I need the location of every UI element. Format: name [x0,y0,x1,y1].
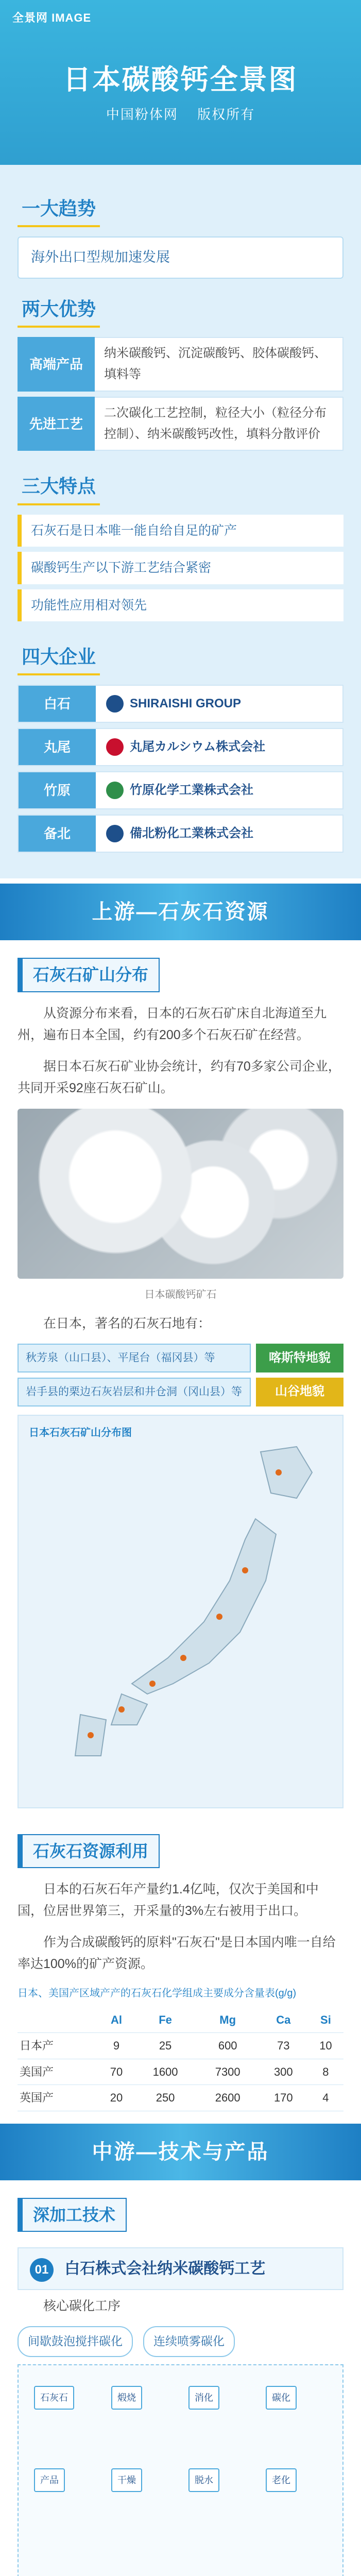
subtitle-item: 中国粉体网 [106,107,178,122]
company-logo [96,823,342,844]
takehara-logo-icon [106,782,124,799]
flow-node: 产品 [34,2468,65,2493]
flow-node: 煅烧 [111,2386,142,2410]
advantage-heading: 两大优势 [18,293,100,328]
bihoku-logo-icon [106,825,124,842]
company-logo-text: SHIRAISHI GROUP [130,696,242,710]
table-cell: 美国产 [18,2059,98,2084]
tech-number: 01 [30,2258,54,2282]
trend-heading: 一大趋势 [18,193,100,227]
table-row [18,2059,343,2084]
mine-place: 岩手县的栗边石灰岩层和井仓洞（冈山县）等 [18,1378,251,1406]
company-logo-text: 竹原化学工業株式会社 [130,783,253,797]
table-cell: 2600 [197,2085,259,2111]
flow-node: 干燥 [111,2468,142,2493]
process-pills [0,2326,361,2357]
page-subtitle [0,103,361,126]
feature-list [18,515,343,622]
process-pill: 连续喷雾碳化 [143,2326,235,2357]
table-cell: 10 [308,2033,343,2059]
utilization-heading: 石灰石资源利用 [18,1834,160,1868]
subtitle-item: 版权所有 [197,107,255,122]
table-cell: 600 [197,2033,259,2059]
table-caption: 日本、美国产区域产产的石灰石化学组成主要成分含量表(g/g) [18,1987,297,1999]
utilization-paragraph: 日本的石灰石年产量约1.4亿吨，仅次于美国和中国，位居世界第三，开采量的3%左右被用于出口。 [18,1882,319,1919]
map-title: 日本石灰石矿山分布图 [29,1427,132,1438]
limestone-photo [18,1109,343,1279]
japan-mine-map [18,1415,343,1808]
table-header: Si [308,2007,343,2033]
advantage-label: 高端产品 [18,337,95,392]
distribution-heading: 石灰石矿山分布 [18,958,160,992]
advantage-text: 纳米碳酸钙、沉淀碳酸钙、胶体碳酸钙、填料等 [95,337,343,392]
limestone-photo-caption: 日本碳酸钙矿石 [144,1289,217,1300]
mine-tag: 喀斯特地貌 [256,1344,343,1372]
table-row [18,2033,343,2059]
table-cell: 4 [308,2085,343,2111]
flow-node: 脱水 [188,2468,219,2493]
table-cell: 英国产 [18,2085,98,2111]
company-logo [96,737,342,758]
table-cell: 1600 [134,2059,197,2084]
advantage-row [18,337,343,392]
advantage-row [18,397,343,451]
process-flow-diagram [18,2364,343,2576]
shiraishi-logo-icon [106,695,124,713]
advantage-text: 二次碳化工艺控制，粒径大小（粒径分布控制）、纳米碳酸钙改性，填料分散评价 [95,397,343,451]
japan-map-icon [19,1416,342,1805]
table-cell: 25 [134,2033,197,2059]
mine-row [18,1378,343,1406]
company-row [18,685,343,723]
table-cell: 73 [259,2033,308,2059]
mine-place: 秋芳泉（山口县）、平尾台（福冈县）等 [18,1344,251,1372]
table-header-row [18,2007,343,2033]
company-row [18,771,343,809]
tech-name: 白石株式会社纳米碳酸钙工艺 [64,2260,266,2277]
table-row [18,2085,343,2111]
page-title: 日本碳酸钙全景图 [63,64,298,95]
composition-table [18,2007,343,2111]
table-cell: 9 [98,2033,134,2059]
table-cell: 日本产 [18,2033,98,2059]
overview-section [0,165,361,878]
tech-heading: 深加工技术 [18,2198,127,2232]
upstream-banner: 上游—石灰石资源 [0,884,361,940]
flow-node: 老化 [266,2468,297,2493]
company-name: 备北 [19,816,96,852]
advantage-label: 先进工艺 [18,397,95,451]
feature-heading: 三大特点 [18,470,100,505]
company-row [18,815,343,853]
table-header: Ca [259,2007,308,2033]
midstream-banner: 中游—技术与产品 [0,2124,361,2180]
feature-item: 功能性应用相对领先 [18,589,343,622]
table-header: Al [98,2007,134,2033]
core-process-heading: 核心碳化工序 [43,2298,121,2313]
mine-row [18,1344,343,1372]
table-cell: 300 [259,2059,308,2084]
maruo-logo-icon [106,738,124,756]
mine-tag: 山谷地貌 [256,1378,343,1406]
distribution-paragraph: 据日本石灰石矿业协会统计，约有70多家公司企业，共同开采92座石灰石矿山。 [18,1059,341,1096]
table-cell: 70 [98,2059,134,2084]
feature-item: 碳酸钙生产以下游工艺结合紧密 [18,552,343,584]
table-cell: 8 [308,2059,343,2084]
trend-text: 海外出口型规加速发展 [18,236,343,279]
flow-node: 消化 [188,2386,219,2410]
company-logo [96,780,342,801]
company-logo-text: 丸尾カルシウム株式会社 [130,739,266,754]
table-header: Fe [134,2007,197,2033]
table-cell: 20 [98,2085,134,2111]
tech-card [18,2247,343,2290]
company-logo-text: 備北粉化工業株式会社 [130,826,253,840]
process-pill: 间歇鼓泡搅拌碳化 [18,2326,133,2357]
flow-node: 石灰石 [34,2386,74,2410]
company-name: 白石 [19,686,96,722]
site-logo[interactable]: 全景网 IMAGE [12,11,92,24]
utilization-paragraph: 作为合成碳酸钙的原料"石灰石"是日本国内唯一自给率达100%的矿产资源。 [18,1935,336,1972]
feature-item: 石灰石是日本唯一能自给自足的矿产 [18,515,343,547]
table-cell: 7300 [197,2059,259,2084]
company-name: 竹原 [19,772,96,808]
company-heading: 四大企业 [18,641,100,675]
header-banner [0,0,361,165]
table-cell: 170 [259,2085,308,2111]
company-logo [96,693,342,715]
distribution-paragraph: 从资源分布来看，日本的石灰石矿床自北海道至九州，遍布日本全国，约有200多个石灰石矿在经营。 [18,1006,327,1043]
company-name: 丸尾 [19,729,96,765]
table-cell: 250 [134,2085,197,2111]
table-header: Mg [197,2007,259,2033]
company-row [18,728,343,766]
mine-intro: 在日本，著名的石灰石地有： [43,1316,211,1331]
flow-node: 碳化 [266,2386,297,2410]
table-header [18,2007,98,2033]
